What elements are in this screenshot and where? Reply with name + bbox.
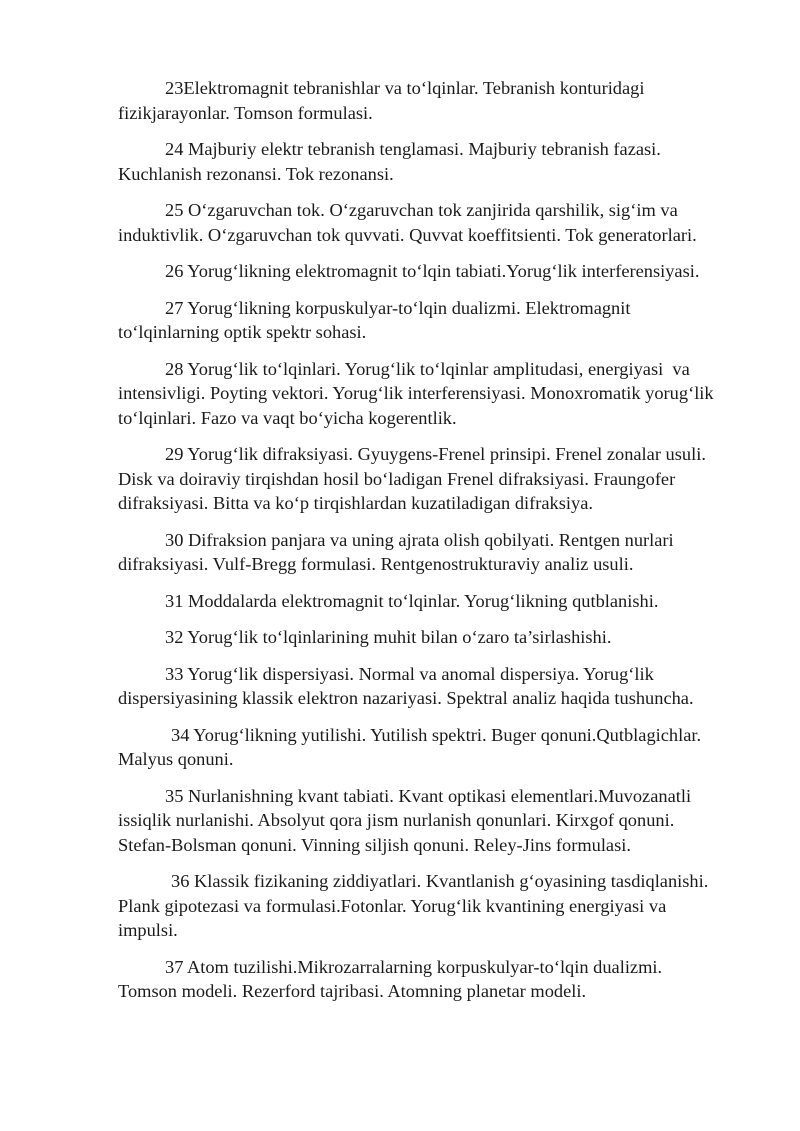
topic-paragraph-34: 34 Yorug‘likning yutilishi. Yutilish spektri. Buger qonuni.Qutblagichlar. Malyus qonuni. [118,724,702,769]
topic-paragraph-27: 27 Yorug‘likning korpuskulyar-to‘lqin dualizmi. Elektromagnit to‘lqinlarning optik spektr sohasi. [118,297,631,342]
topic-paragraph-26: 26 Yorug‘likning elektromagnit to‘lqin tabiati.Yorug‘lik interferensiyasi. [165,261,700,281]
topic-paragraph-32: 32 Yorug‘lik to‘lqinlarining muhit bilan o‘zaro ta’sirlashishi. [165,627,612,647]
topic-paragraph-37: 37 Atom tuzilishi.Mikrozarralarning korpuskulyar-to‘lqin dualizmi. Tomson modeli. Rezerford tajribasi. Atomning planetar modeli. [118,956,663,1001]
document-body [118,76,738,1016]
topic-paragraph-28: 28 Yorug‘lik to‘lqinlari. Yorug‘lik to‘lqinlar amplitudasi, energiyasi va intensivligi. Poyting vektori. Yorug‘lik interferensiyasi. Monoxromatik yorug‘lik to‘lqinlari. Fazo va vaqt bo‘yicha kogerentlik. [118,358,714,428]
topic-paragraph-25: 25 O‘zgaruvchan tok. O‘zgaruvchan tok zanjirida qarshilik, sig‘im va induktivlik. O‘zgaruvchan tok quvvati. Quvvat koeffitsienti. Tok generatorlari. [118,200,697,245]
topic-paragraph-33: 33 Yorug‘lik dispersiyasi. Normal va anomal dispersiya. Yorug‘lik dispersiyasining klassik elektron nazariyasi. Spektral analiz haqida tushuncha. [118,663,694,708]
topic-paragraph-24: 24 Majburiy elektr tebranish tenglamasi. Majburiy tebranish fazasi. Kuchlanish rezonansi. Tok rezonansi. [118,139,661,184]
topic-paragraph-23: 23Elektromagnit tebranishlar va to‘lqinlar. Tebranish konturidagi fizikjarayonlar. Tomson formulasi. [118,78,645,123]
topic-paragraph-36: 36 Klassik fizikaning ziddiyatlari. Kvantlanish g‘oyasining tasdiqlanishi. Plank gipotezasi va formulasi.Fotonlar. Yorug‘lik kvantining energiyasi va impulsi. [118,871,709,940]
topic-paragraph-29: 29 Yorug‘lik difraksiyasi. Gyuygens-Frenel prinsipi. Frenel zonalar usuli. Disk va doiraviy tirqishdan hosil bo‘ladigan Frenel difraksiyasi. Fraungofer difraksiyasi. Bitta va ko‘p tirqishlardan kuzatiladigan difraksiya. [118,444,706,513]
topic-paragraph-31: 31 Moddalarda elektromagnit to‘lqinlar. Yorug‘likning qutblanishi. [165,590,659,611]
topic-paragraph-30: 30 Difraksion panjara va uning ajrata olish qobilyati. Rentgen nurlari difraksiyasi. Vulf-Bregg formulasi. Rentgenostrukturaviy analiz usuli. [118,529,674,574]
topic-paragraph-35: 35 Nurlanishning kvant tabiati. Kvant optikasi elementlari.Muvozanatli issiqlik nurlanishi. Absolyut qora jism nurlanish qonunlari. Kirxgof qonuni. Stefan-Bolsman qonuni. Vinning siljish qonuni. Reley-Jins formulasi. [118,785,692,855]
